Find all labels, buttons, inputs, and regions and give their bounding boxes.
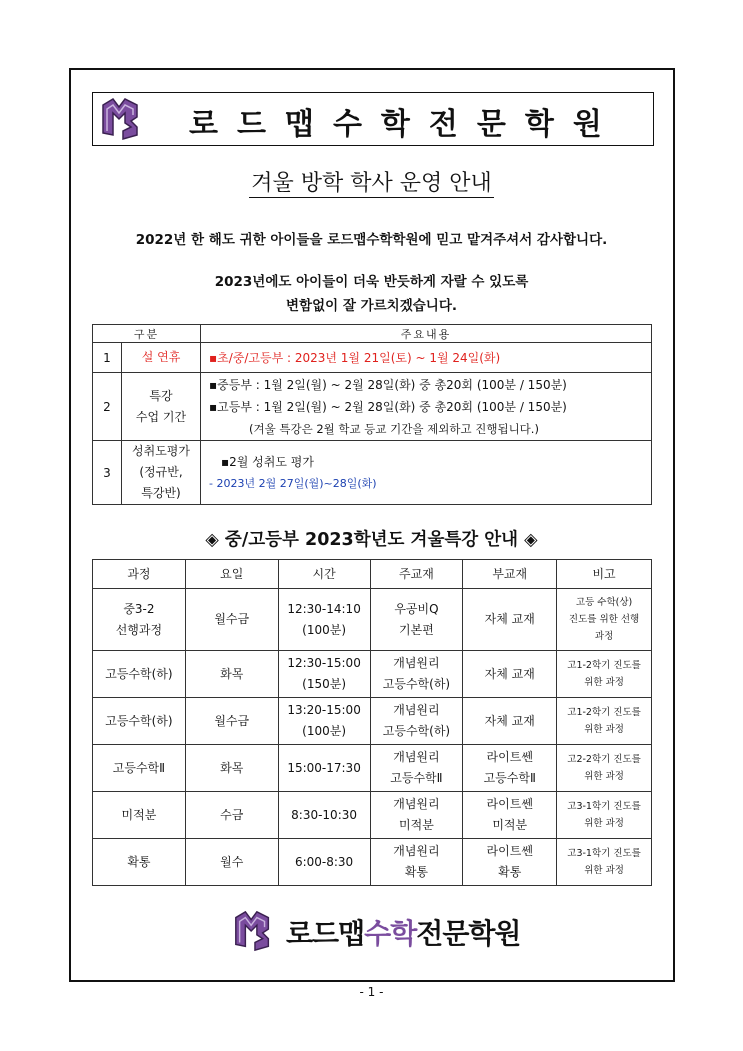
main-book-line: 우공비Q [394, 601, 439, 616]
row-content [201, 373, 652, 441]
time-cell [278, 589, 370, 651]
sub-book-line: 미적분 [492, 818, 528, 832]
content-line: ▪고등부 : 1월 2일(월) ~ 2월 28일(화) 중 총20회 (100분 / 150분) [209, 399, 567, 414]
special-section-title: ◈ 중/고등부 2023학년도 겨울특강 안내 ◈ [205, 530, 538, 550]
note-line: 위한 과정 [584, 771, 624, 782]
brand-part-1: 로드맵 [286, 917, 365, 950]
course-cell [93, 589, 186, 651]
category-line: 성취도평가 [132, 444, 190, 458]
note-line: 고등 수학(상) [575, 597, 633, 608]
sub-book-cell [463, 792, 557, 839]
page-number: - 1 - [359, 985, 384, 999]
time-cell [278, 698, 370, 745]
time-line: (150분) [302, 677, 347, 691]
course-row [93, 745, 652, 792]
main-book-cell [370, 792, 463, 839]
header-note: 비고 [557, 560, 652, 589]
sub-book-line: 라이트쎈 [486, 750, 533, 764]
course-row [93, 698, 652, 745]
schedule-row-special [93, 373, 652, 441]
note-line: 고2-2학기 진도를 [567, 754, 641, 765]
days-cell: 월수금 [185, 589, 278, 651]
note-line: 위한 과정 [584, 865, 624, 876]
main-book-cell [370, 745, 463, 792]
note-cell [557, 745, 652, 792]
note-line: 고3-1학기 진도를 [567, 801, 641, 812]
note-cell [557, 792, 652, 839]
academy-logo-icon [97, 95, 147, 143]
special-course-table [92, 559, 652, 886]
main-book-line: 확통 [404, 865, 429, 879]
greeting-line-2: 2023년에도 아이들이 더욱 반듯하게 자랄 수 있도록 [214, 274, 529, 290]
time-cell: 8:30-10:30 [278, 792, 370, 839]
header-course: 과정 [93, 560, 186, 589]
brand-logo-icon [228, 908, 280, 954]
sub-book-line: 고등수학Ⅱ [483, 771, 536, 785]
sub-book-cell [463, 839, 557, 886]
category-line: (정규반, [139, 465, 183, 479]
course-line: 중3-2 [123, 601, 155, 616]
schedule-table [92, 324, 652, 505]
schedule-header-row [93, 325, 652, 343]
main-book-line: 고등수학Ⅱ [390, 771, 443, 785]
time-line: 12:30-14:10 [287, 601, 361, 616]
main-book-cell [370, 839, 463, 886]
sub-book-cell [463, 745, 557, 792]
note-line: 과정 [594, 631, 614, 642]
main-book-line: 기본편 [399, 622, 434, 637]
header-sub-book: 부교재 [463, 560, 557, 589]
row-category: 설 연휴 [122, 343, 201, 373]
main-book-line: 고등수학(하) [382, 677, 451, 691]
note-cell [557, 589, 652, 651]
days-cell: 월수 [185, 839, 278, 886]
header-category: 구분 [93, 325, 201, 343]
time-line: (100분) [302, 622, 347, 637]
main-book-cell [370, 698, 463, 745]
schedule-row-holiday [93, 343, 652, 373]
category-line: 수업 기간 [135, 409, 187, 424]
row-content [201, 441, 652, 505]
sub-book-line: 라이트쎈 [486, 797, 533, 811]
days-cell: 화목 [185, 651, 278, 698]
schedule-row-evaluation [93, 441, 652, 505]
brand-part-2: 수학 [364, 917, 417, 950]
main-book-cell [370, 651, 463, 698]
sub-book-cell: 자체 교재 [463, 589, 557, 651]
note-cell [557, 651, 652, 698]
main-book-cell [370, 589, 463, 651]
academy-header [92, 92, 654, 146]
days-cell: 수금 [185, 792, 278, 839]
brand-part-3: 전문학원 [416, 917, 521, 950]
course-line: 선행과정 [115, 622, 163, 637]
notice-title-text: 겨울 방학 학사 운영 안내 [251, 171, 492, 196]
course-row [93, 792, 652, 839]
row-content: ▪초/중/고등부 : 2023년 1월 21일(토) ~ 1월 24일(화) [201, 343, 652, 373]
row-number: 3 [93, 441, 122, 505]
course-cell: 확통 [93, 839, 186, 886]
row-category [122, 441, 201, 505]
brand-name [286, 912, 520, 952]
greeting-line-3: 변함없이 잘 가르치겠습니다. [285, 298, 458, 314]
sub-book-cell: 자체 교재 [463, 651, 557, 698]
category-line: 특강반) [141, 486, 181, 500]
days-cell: 화목 [185, 745, 278, 792]
time-cell: 6:00-8:30 [278, 839, 370, 886]
note-line: 위한 과정 [584, 724, 624, 735]
row-category [122, 373, 201, 441]
greeting-line-1: 2022년 한 해도 귀한 아이들을 로드맵수학학원에 믿고 맡겨주셔서 감사합니다. [135, 232, 608, 248]
course-row [93, 839, 652, 886]
main-book-line: 개념원리 [393, 703, 440, 717]
note-line: 진도를 위한 선행 [568, 614, 640, 625]
days-cell: 월수금 [185, 698, 278, 745]
row-number: 1 [93, 343, 122, 373]
time-line: (100분) [302, 724, 347, 738]
course-cell: 미적분 [93, 792, 186, 839]
special-header-row [93, 560, 652, 589]
note-line: 위한 과정 [584, 818, 624, 829]
sub-book-line: 라이트쎈 [486, 844, 533, 858]
time-cell [278, 651, 370, 698]
header-content: 주요내용 [201, 325, 652, 343]
note-line: 위한 과정 [584, 677, 624, 688]
content-line: - 2023년 2월 27일(월)~28일(화) [209, 476, 377, 490]
main-book-line: 미적분 [399, 818, 434, 832]
main-book-line: 개념원리 [393, 844, 440, 858]
note-line: 고3-1학기 진도를 [567, 848, 641, 859]
note-line: 고1-2학기 진도를 [567, 660, 641, 671]
note-cell [557, 839, 652, 886]
content-line: (겨울 특강은 2월 학교 등교 기간을 제외하고 진행됩니다.) [249, 421, 539, 436]
note-cell [557, 698, 652, 745]
main-book-line: 개념원리 [393, 656, 440, 670]
category-line: 특강 [149, 388, 173, 403]
row-number: 2 [93, 373, 122, 441]
sub-book-line: 확통 [498, 865, 522, 879]
main-book-line: 개념원리 [393, 797, 440, 811]
course-cell: 고등수학(하) [93, 698, 186, 745]
sub-book-cell: 자체 교재 [463, 698, 557, 745]
academy-title: 로드맵수학전문학원 [189, 107, 621, 142]
header-main-book: 주교재 [370, 560, 463, 589]
course-cell: 고등수학Ⅱ [93, 745, 186, 792]
note-line: 고1-2학기 진도를 [567, 707, 641, 718]
course-row [93, 589, 652, 651]
time-line: 13:20-15:00 [287, 703, 361, 717]
header-time: 시간 [278, 560, 370, 589]
time-line: 12:30-15:00 [287, 656, 361, 670]
content-line: ▪중등부 : 1월 2일(월) ~ 2월 28일(화) 중 총20회 (100분 / 150분) [209, 377, 567, 392]
content-line: ▪2월 성취도 평가 [221, 454, 314, 469]
main-book-line: 고등수학(하) [382, 724, 451, 738]
course-cell: 고등수학(하) [93, 651, 186, 698]
time-cell: 15:00-17:30 [278, 745, 370, 792]
course-row [93, 651, 652, 698]
main-book-line: 개념원리 [393, 750, 440, 764]
header-days: 요일 [185, 560, 278, 589]
notice-title [0, 166, 743, 197]
